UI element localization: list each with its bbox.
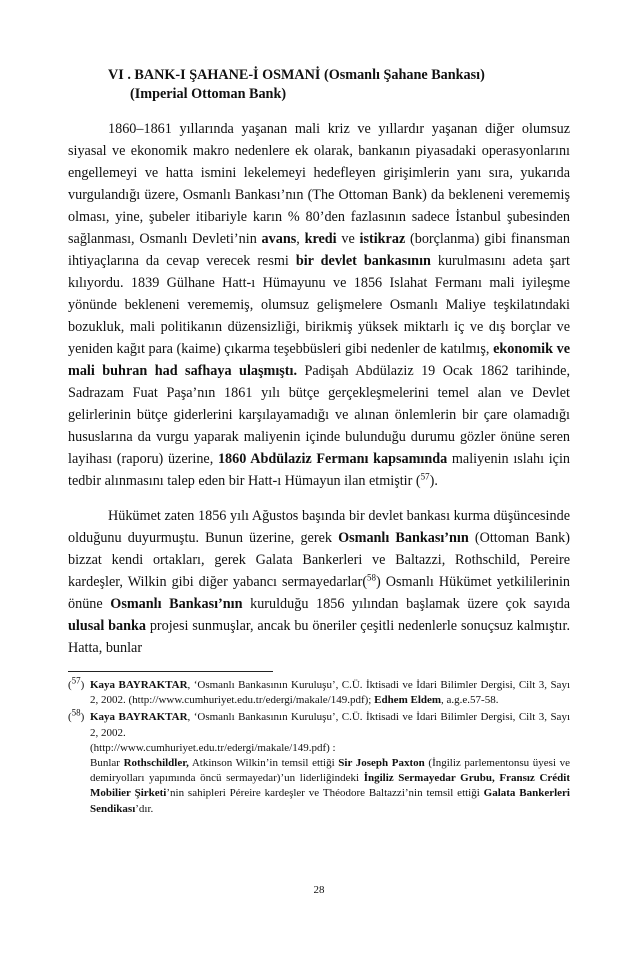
text-run: , ‘Osmanlı Bankasının Kuruluşu’, C.Ü. İktisadi ve İdari Bilimler Dergisi, Cilt 3, Sayı 2, 2002. (http://www.cumhuriyet.edu.tr/edergi/makale/149.pdf); [90, 679, 570, 707]
bold-term: Kaya BAYRAKTAR [90, 711, 188, 724]
footnote-57 [68, 675, 570, 708]
section-heading [68, 66, 570, 104]
text-run: maliyenin ıslahı için tedbir alınmasını talep eden bir Hatt-ı Hümayun ilan etmiştir ( [68, 451, 571, 489]
text-run: Bunlar [90, 757, 124, 770]
body-text [68, 118, 570, 659]
text-run: (İngiliz parlementonsu üyesi ve demiryolları yapımında öncü sermayedar)’un liderliğindeki [90, 757, 570, 785]
footnote-58 [68, 707, 570, 816]
bold-term: Rothschildler, [123, 757, 189, 770]
bold-term: avans [261, 231, 297, 247]
text-run: ’nin sahipleri Péreire kardeşler ve Théodore Baltazzi’nin temsil ettiği [166, 787, 484, 800]
text-run: , ‘Osmanlı Bankasının Kuruluşu’, C.Ü. İktisadi ve İdari Bilimler Dergisi, Cilt 3, Sayı 2, 2002. [90, 711, 570, 739]
bold-term: Osmanlı Bankası’nın [338, 530, 469, 546]
text-run: 1860–1861 yıllarında yaşanan mali kriz ve yıllardır yaşanan diğer olumsuz siyasal ve ekonomik makro nedenlere ek olarak, bankanın piyasadaki operasyonlarını engellemeyi ve hatta ismini lekelemeyi hedefleyen girişimlerin yanı sıra, yukarıda vurgulandığı üzere, Osmanlı Bankası’nın (The Ottoman Bank) da bekleneni verememiş olması, yine, şubeler itibariyle karın % 80’den fazlasının sadece İstanbul şubesinden sağlanması, Osmanlı Devleti’nin [68, 121, 570, 247]
bold-term: Sir Joseph Paxton [338, 757, 425, 770]
text-run: , a.g.e.57-58. [441, 694, 499, 707]
footnote-number: 57 [71, 675, 81, 686]
text-run: Hükümet zaten 1856 yılı Ağustos başında bir devlet bankası kurma düşüncesinde olduğunu duyurmuştu. Bunun üzerine, gerek [68, 508, 570, 546]
page-number: 28 [313, 884, 325, 896]
footnote-url: (http://www.cumhuriyet.edu.tr/edergi/makale/149.pdf) : [90, 741, 336, 754]
text-run: ve [336, 231, 360, 247]
footnotes [68, 675, 570, 817]
text-run: (Ottoman Bank) bizzat kendi ortakları, gerek Galata Bankerleri ve Baltazzi, Rothschild, Pereire kardeşler, Wilkin gibi diğer yabancı sermayedarlar( [68, 530, 570, 590]
document-page [68, 66, 570, 819]
bold-term: Edhem Eldem [374, 694, 442, 707]
bold-term: Galata Bankerleri Sendikası [90, 787, 570, 815]
bold-term: istikraz [359, 231, 406, 247]
footnote-number-57: ($^{57}$) [68, 675, 85, 691]
text-run: ). [429, 473, 438, 489]
text-run: ) Osmanlı Hükümet yetkililerinin önüne [68, 574, 570, 612]
bold-term: 1860 Abdülaziz Fermanı kapsamında [217, 451, 448, 467]
footnote-ref-58: 58 [367, 572, 377, 583]
bold-term: ekonomik ve mali buhran had safhaya ulaşmıştı. [68, 341, 570, 379]
footnote-number-58: ($^{58}$) [68, 707, 85, 724]
bold-term: kredi [304, 231, 337, 247]
text-run: projesi sunmuşlar, ancak bu öneriler çeşitli nedenlerle sonuçsuz kalmıştır. Hatta, bunlar [68, 618, 570, 656]
bold-term: ulusal banka [68, 618, 146, 634]
text-run: , [296, 231, 305, 247]
text-run: Atkinson Wilkin’in temsil ettiği [188, 757, 339, 770]
footnote-ref-57: 57 [420, 471, 430, 482]
footnote-divider [68, 671, 273, 672]
bold-term: Kaya BAYRAKTAR [90, 679, 188, 691]
text-run: (borçlanma) gibi finansman ihtiyaçlarına da cevap verecek resmi [68, 231, 571, 269]
bold-term: Osmanlı Bankası’nın [110, 596, 243, 612]
footnote-number: 58 [71, 707, 81, 718]
paragraph-2 [68, 505, 570, 659]
text-run: Padişah Abdülaziz 19 Ocak 1862 tarihinde, Sadrazam Fuat Paşa’nın 1861 yılı bütçe gerçekleşmelerini temel alan ve Devlet gelirlerinin bütçe giderlerini karşılayamadığı ve alınan önlemlerin bir çare olamadığı hususlarına da vurgu yaparak maliyenin içinde bulunduğu durumu gözler önüne seren layihası (raporu) üzerine, [68, 363, 570, 467]
heading-line-2: (Imperial Ottoman Bank) [130, 86, 287, 102]
text-run: kurulmasını adeta şart kılıyordu. 1839 Gülhane Hatt-ı Hümayunu ve 1856 Islahat Fermanı mali iyileşme yönünde bekleneni verememiş, olumsuz gelişmelere Osmanlı Maliye teşkilatındaki bozukluk, mali politikanın düzensizliği, birikmiş yüksek miktarlı iç ve dış borçlar ve yeniden kağıt para (kaime) çıkarma teşebbüsleri gibi nedenler de katılmış, [68, 253, 570, 357]
bold-term: bir devlet bankasının [295, 253, 431, 269]
text-run: kurulduğu 1856 yılından başlamak üzere çok sayıda [242, 596, 570, 612]
bold-term: İngiliz Sermayedar Grubu, Fransız Crédit Mobilier Şirketi [90, 772, 570, 800]
text-run: ’dır. [135, 802, 154, 815]
paragraph-1 [68, 118, 570, 492]
heading-line-1: VI . BANK-I ŞAHANE-İ OSMANİ (Osmanlı Şahane Bankası) [108, 67, 485, 83]
